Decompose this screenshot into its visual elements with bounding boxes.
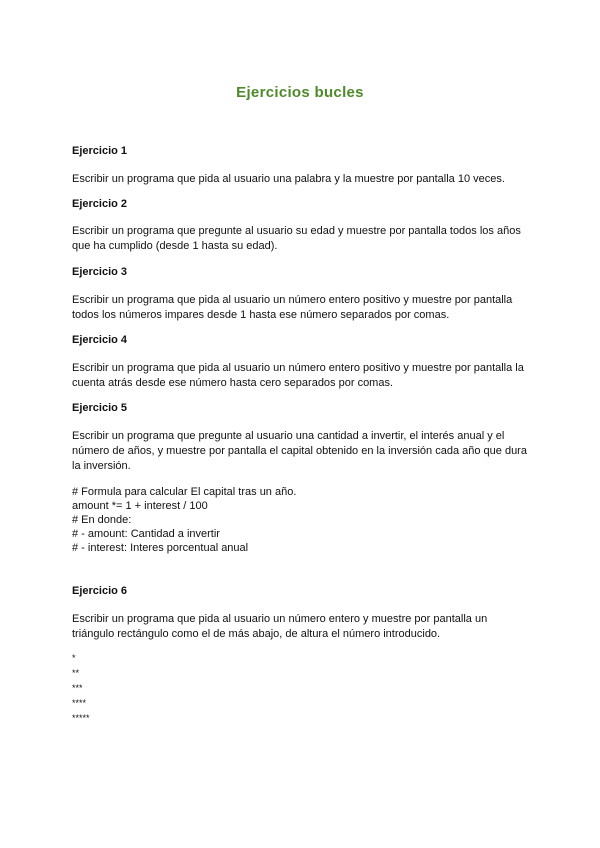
exercise-5: [72, 401, 532, 474]
exercise-text: Escribir un programa que pida al usuario un número entero positivo y muestre por pantalla la cuenta atrás desde ese número hasta cero separados por comas.: [72, 362, 524, 389]
exercise-heading: Ejercicio 1: [72, 145, 128, 157]
exercise-heading: Ejercicio 6: [72, 585, 128, 597]
star-row: ****: [72, 698, 87, 708]
document-title: Ejercicios bucles: [236, 84, 364, 101]
exercise-text: Escribir un programa que pregunte al usuario una cantidad a invertir, el interés anual y el número de años, y muestre por pantalla el capital obtenido en la inversión cada año que dura la inversión.: [72, 430, 527, 472]
code-line: # En donde:: [72, 514, 132, 526]
exercise-1: [72, 144, 532, 187]
exercise-heading: Ejercicio 5: [72, 402, 128, 414]
code-line: # - interest: Interes porcentual anual: [72, 542, 249, 554]
exercise-2: [72, 197, 532, 254]
formula-code-block: [72, 485, 532, 555]
exercise-4: [72, 333, 532, 391]
star-row: *: [72, 653, 76, 663]
code-line: # Formula para calcular El capital tras un año.: [72, 486, 297, 498]
star-row: *****: [72, 713, 90, 723]
code-line: amount *= 1 + interest / 100: [72, 500, 208, 512]
exercise-heading: Ejercicio 4: [72, 334, 128, 346]
exercise-6: [72, 584, 532, 642]
exercise-text: Escribir un programa que pregunte al usuario su edad y muestre por pantalla todos los años que ha cumplido (desde 1 hasta su edad).: [72, 225, 521, 252]
exercise-text: Escribir un programa que pida al usuario una palabra y la muestre por pantalla 10 veces.: [72, 173, 505, 185]
exercise-text: Escribir un programa que pida al usuario un número entero y muestre por pantalla un triángulo rectángulo como el de más abajo, de altura el número introducido.: [72, 613, 488, 640]
exercise-heading: Ejercicio 2: [72, 198, 128, 210]
code-line: # - amount: Cantidad a invertir: [72, 528, 220, 540]
star-triangle: [72, 651, 532, 726]
star-row: ***: [72, 683, 83, 693]
exercise-3: [72, 265, 532, 323]
exercise-heading: Ejercicio 3: [72, 266, 128, 278]
star-row: **: [72, 668, 80, 678]
exercise-text: Escribir un programa que pida al usuario un número entero positivo y muestre por pantalla todos los números impares desde 1 hasta ese número separados por comas.: [72, 294, 513, 321]
